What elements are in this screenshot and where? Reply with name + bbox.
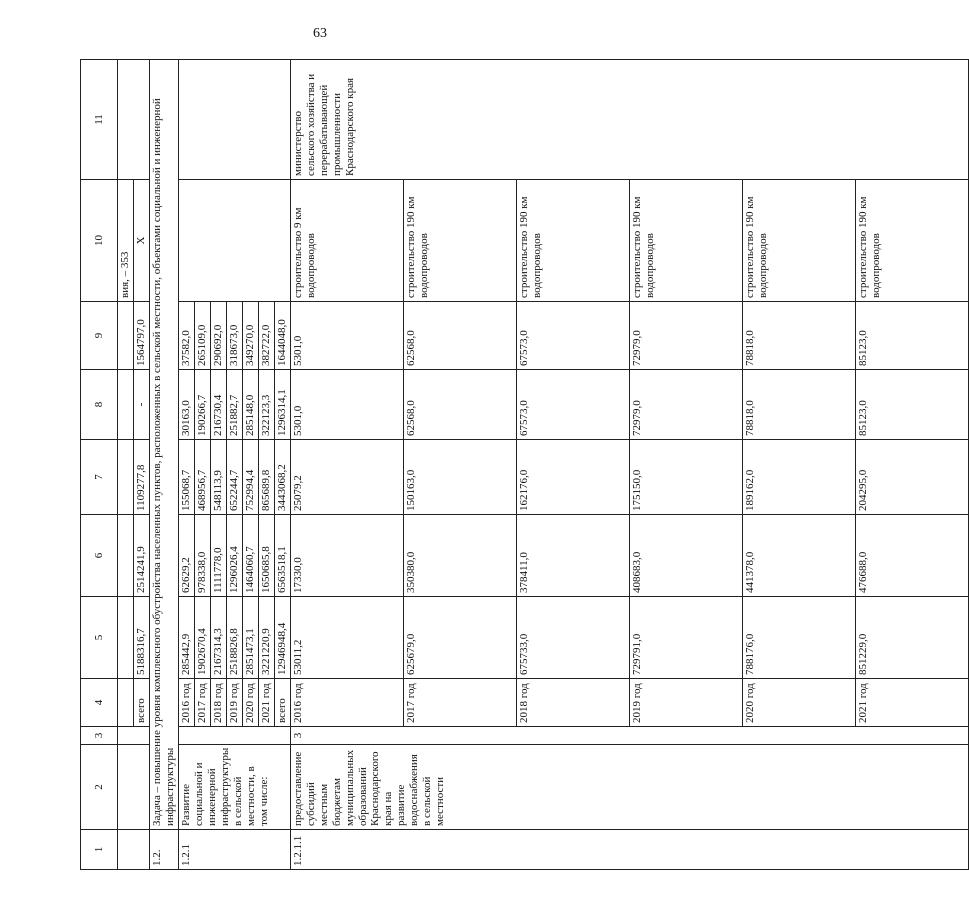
value-cell: 788176,0 — [742, 597, 855, 679]
value-cell: 1464060,7 — [242, 515, 258, 597]
value-cell: 190266,7 — [194, 370, 210, 440]
value-cell: 30163,0 — [178, 370, 194, 440]
value-cell: 1296314,1 — [274, 370, 290, 440]
cell-empty — [118, 679, 134, 727]
cell-empty — [118, 727, 150, 745]
task-row — [149, 60, 178, 870]
table-row — [290, 60, 403, 870]
year-cell: 2016 год — [290, 679, 403, 727]
year-cell: 2016 год — [178, 679, 194, 727]
year-cell: 2018 год — [210, 679, 226, 727]
value-cell: 441378,0 — [742, 515, 855, 597]
value-cell: 62568,0 — [403, 370, 516, 440]
value-cell: 5301,0 — [290, 370, 403, 440]
cell-empty — [118, 597, 134, 679]
result-cell: строительство 190 км водопроводов — [403, 180, 516, 302]
item-name: Развитие социальной и инженерной инфраструктуры в сельской местности, в том числе: — [178, 745, 290, 830]
value-cell: 78818,0 — [742, 370, 855, 440]
result-cell: строительство 9 км водопроводов — [290, 180, 403, 302]
item-name: предоставление субсидий местным бюджетам муниципальных образований Краснодарского края на развитие водоснабжения в сельской местности — [290, 745, 968, 830]
value-cell: 72979,0 — [629, 370, 742, 440]
carry-value: 1564797,0 — [133, 302, 149, 370]
program-table — [80, 59, 969, 870]
carry-value: X — [133, 180, 149, 302]
value-cell: 175150,0 — [629, 440, 742, 515]
value-cell: 189162,0 — [742, 440, 855, 515]
col-number: 11 — [81, 60, 118, 180]
value-cell: 85123,0 — [855, 302, 968, 370]
value-cell: 285148,0 — [242, 370, 258, 440]
cell-empty — [118, 830, 150, 870]
value-cell: 37582,0 — [178, 302, 194, 370]
value-cell: 322123,3 — [258, 370, 274, 440]
result-cell: строительство 190 км водопроводов — [629, 180, 742, 302]
value-cell: 2167314,3 — [210, 597, 226, 679]
value-cell: 408683,0 — [629, 515, 742, 597]
page-number: 63 — [313, 26, 327, 41]
task-number: 1.2. — [149, 830, 178, 870]
col-number: 3 — [81, 727, 118, 745]
value-cell: 265109,0 — [194, 302, 210, 370]
result-cell: строительство 190 км водопроводов — [855, 180, 968, 302]
value-cell: 1650685,8 — [258, 515, 274, 597]
value-cell: 476688,0 — [855, 515, 968, 597]
value-cell: 5301,0 — [290, 302, 403, 370]
value-cell: 675733,0 — [516, 597, 629, 679]
value-cell: 752994,4 — [242, 440, 258, 515]
value-cell: 72979,0 — [629, 302, 742, 370]
cell-empty — [118, 302, 134, 370]
value-cell: 349270,0 — [242, 302, 258, 370]
carry-value: - — [133, 370, 149, 440]
value-cell: 350380,0 — [403, 515, 516, 597]
year-cell: 2019 год — [629, 679, 742, 727]
value-cell: 216730,4 — [210, 370, 226, 440]
col-number: 5 — [81, 597, 118, 679]
value-cell: 67573,0 — [516, 370, 629, 440]
value-cell: 382722,0 — [258, 302, 274, 370]
value-cell: 25079,2 — [290, 440, 403, 515]
value-cell: 1902670,4 — [194, 597, 210, 679]
col3-value: 3 — [290, 727, 968, 745]
column-number-row — [81, 60, 118, 870]
year-cell: 2020 год — [742, 679, 855, 727]
year-cell: 2021 год — [258, 679, 274, 727]
value-cell: 251882,7 — [226, 370, 242, 440]
carry-over-row — [118, 60, 134, 870]
col-number: 7 — [81, 440, 118, 515]
responsible-cell: министерство сельского хозяйства и перерабатывающей промышленности Краснодарского края — [290, 60, 968, 180]
cell-empty — [178, 727, 290, 745]
value-cell: 12946948,4 — [274, 597, 290, 679]
cell-empty — [178, 180, 290, 302]
year-cell: 2020 год — [242, 679, 258, 727]
value-cell: 290692,0 — [210, 302, 226, 370]
table-row — [178, 60, 194, 870]
task-text: Задача – повышение уровня комплексного обустройства населенных пунктов, расположенных в сельской местности, объектами социальной и инженерной инфраструктуры — [149, 60, 178, 830]
year-cell: 2018 год — [516, 679, 629, 727]
year-cell: 2017 год — [403, 679, 516, 727]
value-cell: 1296026,4 — [226, 515, 242, 597]
col-number: 9 — [81, 302, 118, 370]
value-cell: 729791,0 — [629, 597, 742, 679]
value-cell: 85123,0 — [855, 370, 968, 440]
cell-empty — [118, 440, 134, 515]
col-number: 4 — [81, 679, 118, 727]
value-cell: 3443068,2 — [274, 440, 290, 515]
total-label: всего — [133, 679, 149, 727]
result-cell: строительство 190 км водопроводов — [516, 180, 629, 302]
value-cell: 2851473,1 — [242, 597, 258, 679]
carry-value: 5188316,7 — [133, 597, 149, 679]
value-cell: 6563518,1 — [274, 515, 290, 597]
value-cell: 53011,2 — [290, 597, 403, 679]
value-cell: 62629,2 — [178, 515, 194, 597]
value-cell: 155068,7 — [178, 440, 194, 515]
item-number: 1.2.1 — [178, 830, 290, 870]
value-cell: 468956,7 — [194, 440, 210, 515]
rotated-table-wrapper — [80, 60, 882, 870]
value-cell: 378411,0 — [516, 515, 629, 597]
value-cell: 78818,0 — [742, 302, 855, 370]
cell-empty — [118, 60, 150, 180]
cell-empty — [118, 745, 150, 830]
value-cell: 285442,9 — [178, 597, 194, 679]
value-cell: 318673,0 — [226, 302, 242, 370]
col-number: 6 — [81, 515, 118, 597]
value-cell: 62568,0 — [403, 302, 516, 370]
col-number: 10 — [81, 180, 118, 302]
col-number: 1 — [81, 830, 118, 870]
year-cell: 2017 год — [194, 679, 210, 727]
value-cell: 978338,0 — [194, 515, 210, 597]
value-cell: 851229,0 — [855, 597, 968, 679]
carry-value: 2514241,9 — [133, 515, 149, 597]
value-cell: 1111778,0 — [210, 515, 226, 597]
value-cell: 548113,9 — [210, 440, 226, 515]
result-cell: строительство 190 км водопроводов — [742, 180, 855, 302]
year-cell: 2021 год — [855, 679, 968, 727]
value-cell: 67573,0 — [516, 302, 629, 370]
year-cell: всего — [274, 679, 290, 727]
year-cell: 2019 год — [226, 679, 242, 727]
item-number: 1.2.1.1 — [290, 830, 968, 870]
col-number: 8 — [81, 370, 118, 440]
cell-empty — [178, 60, 290, 180]
carry-value: 1109277,8 — [133, 440, 149, 515]
col-number: 2 — [81, 745, 118, 830]
value-cell: 162176,0 — [516, 440, 629, 515]
value-cell: 204295,0 — [855, 440, 968, 515]
value-cell: 150163,0 — [403, 440, 516, 515]
value-cell: 865689,8 — [258, 440, 274, 515]
value-cell: 17330,0 — [290, 515, 403, 597]
value-cell: 2518826,8 — [226, 597, 242, 679]
value-cell: 652244,7 — [226, 440, 242, 515]
cell-empty — [118, 515, 134, 597]
value-cell: 625679,0 — [403, 597, 516, 679]
value-cell: 3221220,9 — [258, 597, 274, 679]
cell-empty — [118, 370, 134, 440]
value-cell: 1644048,0 — [274, 302, 290, 370]
carry-prev-tail: вия, – 353 — [118, 180, 134, 302]
